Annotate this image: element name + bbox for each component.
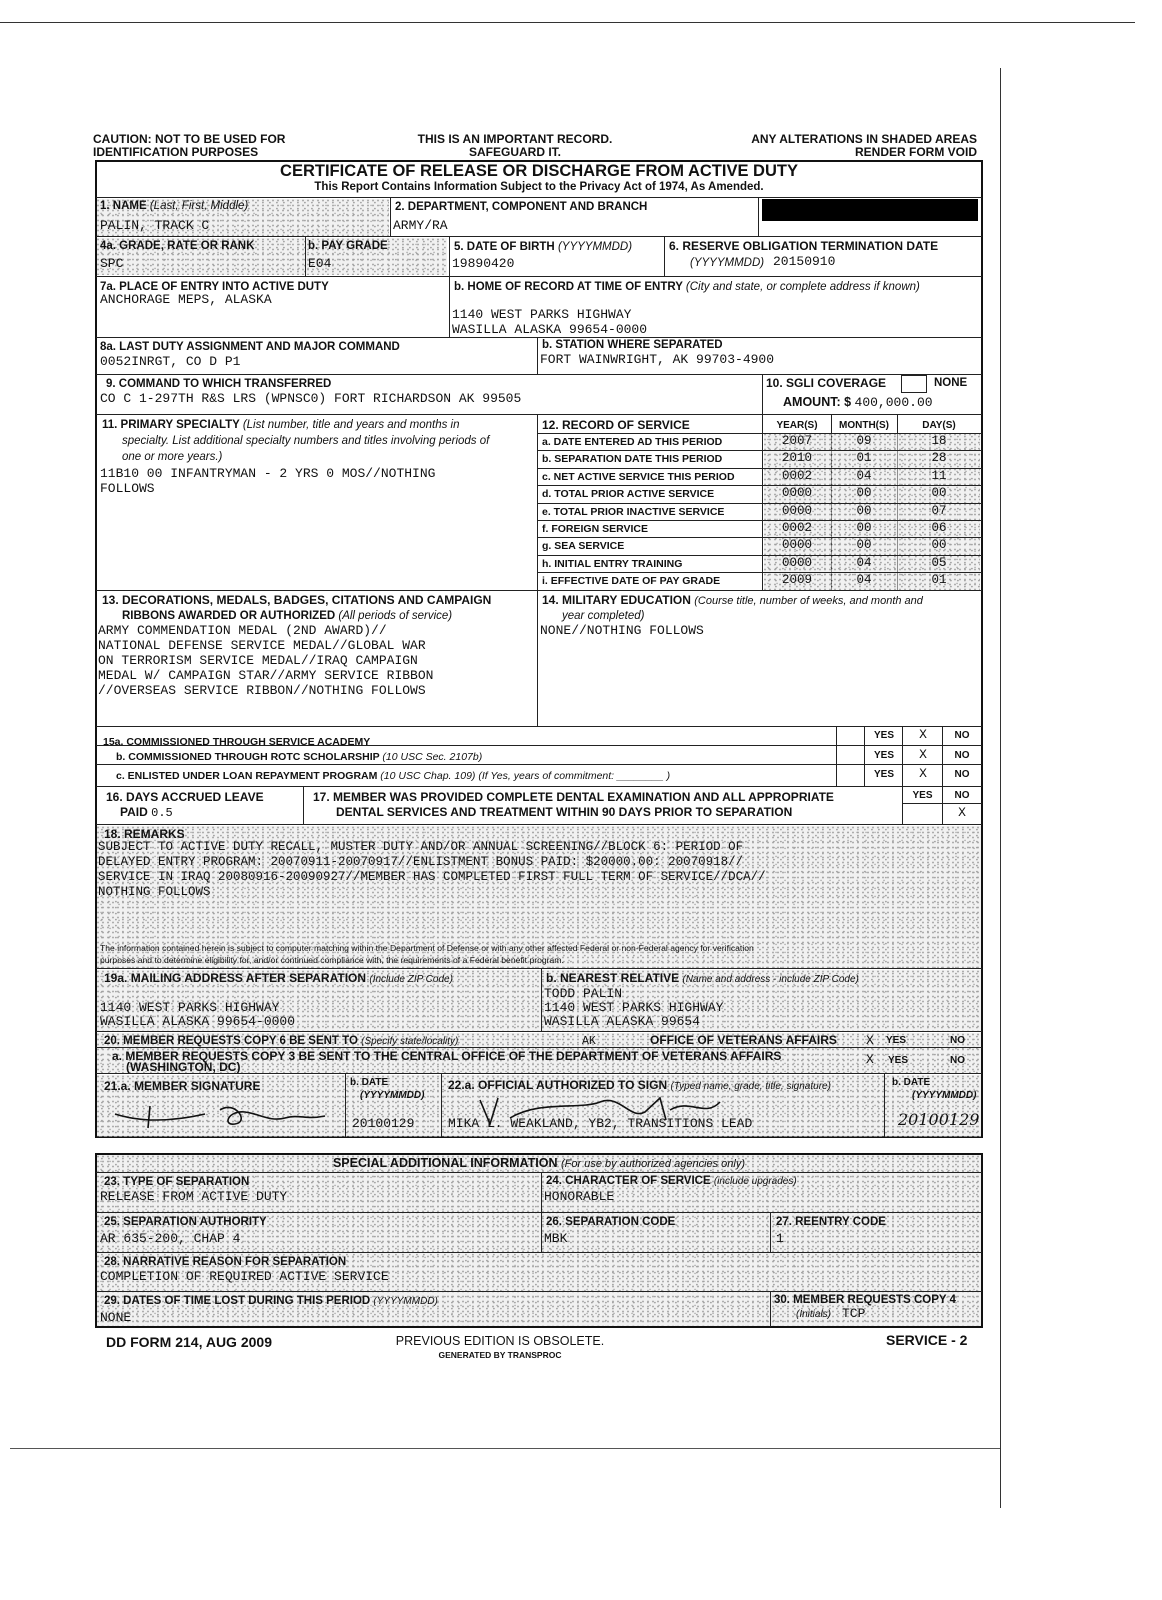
- home-of-record-line2: WASILLA ALASKA 99654-0000: [452, 322, 648, 337]
- nearest-relative-label: b. NEAREST RELATIVE (Name and address - include ZIP Code): [546, 971, 859, 985]
- rule: [864, 726, 865, 786]
- primary-specialty-hint3: one or more years.): [122, 451, 223, 463]
- official-date-label: b. DATE: [892, 1077, 931, 1088]
- record-row-label: c. NET ACTIVE SERVICE THIS PERIOD: [542, 470, 735, 483]
- last-duty-value: 0052INRGT, CO D P1: [100, 354, 241, 369]
- record-row-months: 09: [856, 434, 872, 448]
- name-label: 1. NAME (Last, First, Middle): [100, 200, 249, 212]
- ssn-redaction: [762, 199, 978, 221]
- record-row-label: g. SEA SERVICE: [542, 540, 625, 553]
- caution-note: CAUTION: NOT TO BE USED FOR IDENTIFICATION PURPOSES: [93, 132, 286, 159]
- record-row-label: h. INITIAL ENTRY TRAINING: [542, 557, 683, 570]
- member-signature: [110, 1092, 340, 1132]
- obsolete-note: PREVIOUS EDITION IS OBSOLETE.: [395, 1334, 605, 1348]
- rule: [449, 276, 450, 337]
- nearest-relative-line2: 1140 WEST PARKS HIGHWAY: [544, 1000, 724, 1015]
- col-months-header: MONTH(S): [839, 420, 889, 431]
- record-row-days: 05: [931, 555, 947, 570]
- sgli-amount: AMOUNT: $ 400,000.00: [783, 395, 933, 410]
- record-row-years: 0000: [781, 486, 812, 501]
- entry-place-label: 7a. PLACE OF ENTRY INTO ACTIVE DUTY: [100, 281, 329, 293]
- 15c-yes: YES: [873, 769, 894, 780]
- military-education-label: 14. MILITARY EDUCATION (Course title, number of weeks, and month and: [542, 593, 923, 607]
- record-row-label: e. TOTAL PRIOR INACTIVE SERVICE: [542, 505, 725, 518]
- copy6-no: NO: [950, 1035, 965, 1046]
- copy6-office: OFFICE OF VETERANS AFFAIRS: [650, 1033, 837, 1047]
- rule: [96, 236, 982, 237]
- accrued-leave-label: 16. DAYS ACCRUED LEAVE: [106, 790, 264, 804]
- 15a-no: NO: [954, 730, 970, 741]
- rule: [537, 590, 538, 726]
- department-label: 2. DEPARTMENT, COMPONENT AND BRANCH: [395, 201, 648, 213]
- rule: [541, 1212, 542, 1252]
- rule: [96, 1172, 982, 1173]
- name-value: PALIN, TRACK C: [100, 218, 210, 233]
- record-row-days: 06: [931, 521, 947, 535]
- remark-line-0: SUBJECT TO ACTIVE DUTY RECALL, MUSTER DUTY AND/OR ANNUAL SCREENING//BLOCK 6: PERIOD OF: [98, 840, 744, 854]
- form-title: CERTIFICATE OF RELEASE OR DISCHARGE FROM ACTIVE DUTY: [280, 162, 798, 180]
- rule: [537, 337, 538, 374]
- rule: [836, 726, 837, 786]
- reentry-code-value: 1: [776, 1231, 784, 1246]
- record-row-label: f. FOREIGN SERVICE: [542, 523, 648, 535]
- primary-specialty-line2: FOLLOWS: [100, 481, 155, 496]
- loan-repayment-label: c. ENLISTED UNDER LOAN REPAYMENT PROGRAM (10 USC Chap. 109) (If Yes, years of commitment: ________ ): [116, 770, 671, 782]
- record-row-years: 2007: [781, 434, 812, 448]
- department-value: ARMY/RA: [393, 218, 448, 233]
- rule: [96, 1252, 982, 1253]
- record-row-days: 18: [931, 434, 947, 448]
- military-education-value: NONE//NOTHING FOLLOWS: [540, 623, 704, 638]
- official-date-value: 20100129: [898, 1110, 980, 1129]
- station-separated-value: FORT WAINWRIGHT, AK 99703-4900: [540, 352, 775, 367]
- rule: [305, 236, 306, 276]
- military-education-hint2: year completed): [562, 610, 645, 622]
- decorations-label2: RIBBONS AWARDED OR AUTHORIZED (All periods of service): [122, 610, 453, 622]
- time-lost-label: 29. DATES OF TIME LOST DURING THIS PERIOD (YYYYMMDD): [104, 1295, 438, 1307]
- rule: [96, 968, 982, 969]
- member-date-label: b. DATE: [350, 1077, 389, 1088]
- privacy-line1: The information contained herein is subject to computer matching within the Department of Defense or with any other affected Federal or non-Federal agency for verification: [100, 943, 754, 953]
- separation-type-label: 23. TYPE OF SEPARATION: [104, 1176, 250, 1188]
- rule: [96, 374, 982, 375]
- record-row-years: 0000: [781, 555, 812, 570]
- scan-top-line: [0, 22, 1135, 23]
- rule: [96, 764, 982, 765]
- col-days-header: DAY(S): [922, 420, 956, 431]
- rule: [96, 726, 982, 727]
- rule: [96, 197, 982, 198]
- record-row-days: 07: [931, 503, 947, 518]
- command-transferred-label: 9. COMMAND TO WHICH TRANSFERRED: [106, 378, 332, 390]
- character-of-service-value: HONORABLE: [544, 1189, 615, 1204]
- copy3-no: NO: [950, 1055, 965, 1066]
- rule: [449, 236, 450, 276]
- remark-line-3: NOTHING FOLLOWS: [98, 885, 211, 899]
- 15b-no: NO: [954, 750, 970, 761]
- member-signature-label: 21.a. MEMBER SIGNATURE: [104, 1079, 261, 1093]
- mailing-address-line2: WASILLA ALASKA 99654-0000: [100, 1014, 296, 1029]
- sgli-none-checkbox: [901, 375, 927, 393]
- pay-grade-value: E04: [308, 256, 332, 271]
- rule: [96, 1291, 982, 1292]
- 15a-yes: YES: [873, 730, 894, 741]
- birth-date-value: 19890420: [452, 256, 515, 271]
- record-row-months: 00: [856, 521, 872, 535]
- record-row-label: b. SEPARATION DATE THIS PERIOD: [542, 453, 723, 466]
- special-info-title: SPECIAL ADDITIONAL INFORMATION (For use by authorized agencies only): [332, 1156, 746, 1170]
- official-label: 22.a. OFFICIAL AUTHORIZED TO SIGN (Typed name, grade, title, signature): [448, 1078, 831, 1092]
- remark-line-2: SERVICE IN IRAQ 20080916-20090927//MEMBER HAS COMPLETED FIRST FULL TERM OF SERVICE//DCA//: [98, 870, 766, 884]
- remarks-label: 18. REMARKS: [104, 827, 185, 841]
- primary-specialty-hint2: specialty. List additional specialty numbers and titles involving periods of: [122, 435, 490, 447]
- copy3-x: X: [866, 1052, 874, 1067]
- decoration-line-3: MEDAL W/ CAMPAIGN STAR//ARMY SERVICE RIBBON: [98, 668, 434, 683]
- separation-code-value: MBK: [544, 1231, 568, 1246]
- primary-specialty-label: 11. PRIMARY SPECIALTY (List number, title and years and months in: [102, 419, 460, 431]
- record-row-days: 01: [931, 573, 947, 588]
- copy4-label: 30. MEMBER REQUESTS COPY 4: [774, 1294, 956, 1306]
- record-row-years: 0002: [781, 468, 812, 483]
- dental-no: NO: [954, 790, 970, 801]
- alterations-note: ANY ALTERATIONS IN SHADED AREAS RENDER FORM VOID: [751, 132, 977, 159]
- separation-authority-label: 25. SEPARATION AUTHORITY: [104, 1216, 267, 1228]
- rotc-label: b. COMMISSIONED THROUGH ROTC SCHOLARSHIP (10 USC Sec. 2107b): [116, 751, 483, 763]
- rule: [541, 968, 542, 1031]
- record-row-days: 28: [931, 451, 947, 466]
- separation-type-value: RELEASE FROM ACTIVE DUTY: [100, 1189, 288, 1204]
- rule: [96, 824, 982, 825]
- scan-right-line: [1000, 68, 1001, 1508]
- rule: [96, 276, 982, 277]
- member-date-value: 20100129: [352, 1116, 415, 1131]
- rule: [758, 197, 759, 236]
- sgli-label: 10. SGLI COVERAGE: [766, 376, 887, 390]
- record-row-months: 00: [856, 503, 872, 518]
- rule: [884, 1073, 885, 1137]
- important-record-note: THIS IS AN IMPORTANT RECORD. SAFEGUARD IT.: [417, 132, 613, 159]
- separation-code-label: 26. SEPARATION CODE: [546, 1216, 676, 1228]
- dental-label-line2: DENTAL SERVICES AND TREATMENT WITHIN 90 DAYS PRIOR TO SEPARATION: [336, 805, 793, 819]
- pay-grade-label: b. PAY GRADE: [308, 240, 388, 252]
- reserve-termination-value: 20150910: [773, 254, 836, 269]
- record-row-label: d. TOTAL PRIOR ACTIVE SERVICE: [542, 488, 715, 501]
- reserve-termination-hint: (YYYYMMDD): [690, 257, 765, 269]
- form-subtitle: This Report Contains Information Subject to the Privacy Act of 1974, As Amended.: [314, 181, 764, 193]
- scan-bottom-line: [10, 1448, 1000, 1449]
- 15a-x: X: [919, 727, 927, 742]
- rule: [942, 726, 943, 786]
- rule: [96, 745, 982, 746]
- rule: [902, 726, 903, 786]
- reentry-code-label: 27. REENTRY CODE: [776, 1216, 886, 1228]
- record-row-years: 2009: [781, 573, 812, 588]
- decoration-line-2: ON TERRORISM SERVICE MEDAL//IRAQ CAMPAIGN: [98, 653, 418, 668]
- remark-line-1: DELAYED ENTRY PROGRAM: 20070911-20070917//ENLISTMENT BONUS PAID: $20000.00: 20070918//: [98, 855, 744, 869]
- rule: [441, 1073, 442, 1137]
- rule: [541, 1172, 542, 1212]
- generated-note: GENERATED BY TRANSPROC: [438, 1350, 562, 1360]
- record-row-years: 0000: [781, 538, 812, 553]
- copy6-label: 20. MEMBER REQUESTS COPY 6 BE SENT TO (Specify state/locality): [104, 1035, 459, 1047]
- rule: [770, 1291, 771, 1327]
- 15b-x: X: [919, 747, 927, 762]
- official-name: MIKA L. WEAKLAND, YB2, TRANSITIONS LEAD: [448, 1116, 753, 1131]
- rule: [96, 1212, 982, 1213]
- character-of-service-label: 24. CHARACTER OF SERVICE (include upgrades): [546, 1175, 797, 1187]
- rule: [762, 374, 763, 414]
- narrative-reason-label: 28. NARRATIVE REASON FOR SEPARATION: [104, 1256, 347, 1268]
- entry-place-value: ANCHORAGE MEPS, ALASKA: [100, 292, 272, 307]
- accrued-leave-paid: PAID 0.5: [120, 805, 173, 820]
- 15c-x: X: [919, 766, 927, 781]
- record-row-months: 01: [856, 451, 872, 466]
- mailing-address-line1: 1140 WEST PARKS HIGHWAY: [100, 1000, 280, 1015]
- rule: [96, 1073, 982, 1074]
- dental-yes: YES: [912, 790, 933, 801]
- last-duty-label: 8a. LAST DUTY ASSIGNMENT AND MAJOR COMMAND: [100, 341, 400, 353]
- separation-authority-value: AR 635-200, CHAP 4: [100, 1231, 241, 1246]
- copy-designation: SERVICE - 2: [886, 1332, 968, 1348]
- rule: [96, 1031, 982, 1032]
- rule: [664, 236, 665, 276]
- primary-specialty-line1: 11B10 00 INFANTRYMAN - 2 YRS 0 MOS//NOTHING: [100, 466, 436, 481]
- record-row-months: 00: [856, 486, 872, 501]
- copy4-hint: (Initials): [796, 1309, 832, 1320]
- copy3-yes: YES: [888, 1055, 909, 1066]
- sgli-none-label: NONE: [934, 377, 968, 389]
- record-of-service-label: 12. RECORD OF SERVICE: [542, 418, 690, 432]
- record-row-years: 2010: [781, 451, 812, 466]
- rule: [96, 786, 982, 787]
- member-date-hint: (YYYYMMDD): [360, 1090, 425, 1101]
- time-lost-value: NONE: [100, 1310, 132, 1325]
- mailing-address-label: 19a. MAILING ADDRESS AFTER SEPARATION (Include ZIP Code): [104, 971, 453, 985]
- rule: [96, 337, 982, 338]
- copy3-label-line2: (WASHINGTON, DC): [126, 1060, 241, 1074]
- grade-label: 4a. GRADE, RATE OR RANK: [100, 240, 255, 252]
- record-row-months: 04: [856, 468, 872, 483]
- decorations-label: 13. DECORATIONS, MEDALS, BADGES, CITATIONS AND CAMPAIGN: [102, 593, 492, 607]
- rule: [770, 1212, 771, 1252]
- rule: [96, 414, 982, 415]
- record-row-months: 04: [856, 573, 872, 588]
- record-row-days: 00: [931, 538, 947, 553]
- record-row-days: 11: [931, 468, 947, 483]
- birth-date-label: 5. DATE OF BIRTH (YYYYMMDD): [454, 241, 633, 253]
- record-row-months: 04: [856, 555, 872, 570]
- narrative-reason-value: COMPLETION OF REQUIRED ACTIVE SERVICE: [100, 1269, 389, 1284]
- record-row-months: 00: [856, 538, 872, 553]
- record-row-years: 0002: [781, 521, 812, 535]
- rule: [902, 803, 982, 804]
- copy3-label-line1: a. MEMBER REQUESTS COPY 3 BE SENT TO THE CENTRAL OFFICE OF THE DEPARTMENT OF VETERANS AFFAIRS: [112, 1049, 782, 1063]
- col-years-header: YEAR(S): [776, 420, 818, 431]
- rule: [303, 786, 304, 824]
- reserve-termination-label: 6. RESERVE OBLIGATION TERMINATION DATE: [669, 239, 939, 253]
- decoration-line-0: ARMY COMMENDATION MEDAL (2ND AWARD)//: [98, 623, 387, 638]
- record-row-days: 00: [931, 486, 947, 501]
- dental-x: X: [958, 805, 966, 820]
- decoration-line-1: NATIONAL DEFENSE SERVICE MEDAL//GLOBAL WAR: [98, 638, 426, 653]
- 15c-no: NO: [954, 769, 970, 780]
- record-row-label: a. DATE ENTERED AD THIS PERIOD: [542, 436, 723, 448]
- service-academy-label: 15a. COMMISSIONED THROUGH SERVICE ACADEMY: [103, 736, 371, 748]
- home-of-record-line1: 1140 WEST PARKS HIGHWAY: [452, 307, 632, 322]
- rule: [390, 197, 391, 236]
- station-separated-label: b. STATION WHERE SEPARATED: [542, 339, 723, 351]
- nearest-relative-line3: WASILLA ALASKA 99654: [544, 1014, 701, 1029]
- nearest-relative-line1: TODD PALIN: [544, 986, 623, 1001]
- copy6-state: AK: [582, 1035, 596, 1048]
- copy6-x: X: [866, 1033, 874, 1048]
- record-row-years: 0000: [781, 503, 812, 518]
- 15b-yes: YES: [873, 750, 894, 761]
- rule: [345, 1073, 346, 1137]
- official-date-hint: (YYYYMMDD): [912, 1090, 977, 1101]
- command-transferred-value: CO C 1-297TH R&S LRS (WPNSC0) FORT RICHARDSON AK 99505: [100, 391, 522, 406]
- dental-label-line1: 17. MEMBER WAS PROVIDED COMPLETE DENTAL EXAMINATION AND ALL APPROPRIATE: [313, 790, 834, 804]
- form-number: DD FORM 214, AUG 2009: [106, 1334, 272, 1350]
- home-of-record-label: b. HOME OF RECORD AT TIME OF ENTRY (City and state, or complete address if known): [454, 281, 920, 293]
- rule: [96, 590, 982, 591]
- decoration-line-4: //OVERSEAS SERVICE RIBBON//NOTHING FOLLOWS: [98, 683, 426, 698]
- copy4-value: TCP: [842, 1306, 866, 1321]
- rule: [96, 1047, 982, 1048]
- copy6-yes: YES: [886, 1035, 907, 1046]
- grade-value: SPC: [100, 256, 124, 271]
- privacy-line2: purposes and to determine eligibility for, and/or continued compliance with, the requirements of a Federal benefit program.: [100, 955, 564, 965]
- record-row-label: i. EFFECTIVE DATE OF PAY GRADE: [542, 575, 721, 588]
